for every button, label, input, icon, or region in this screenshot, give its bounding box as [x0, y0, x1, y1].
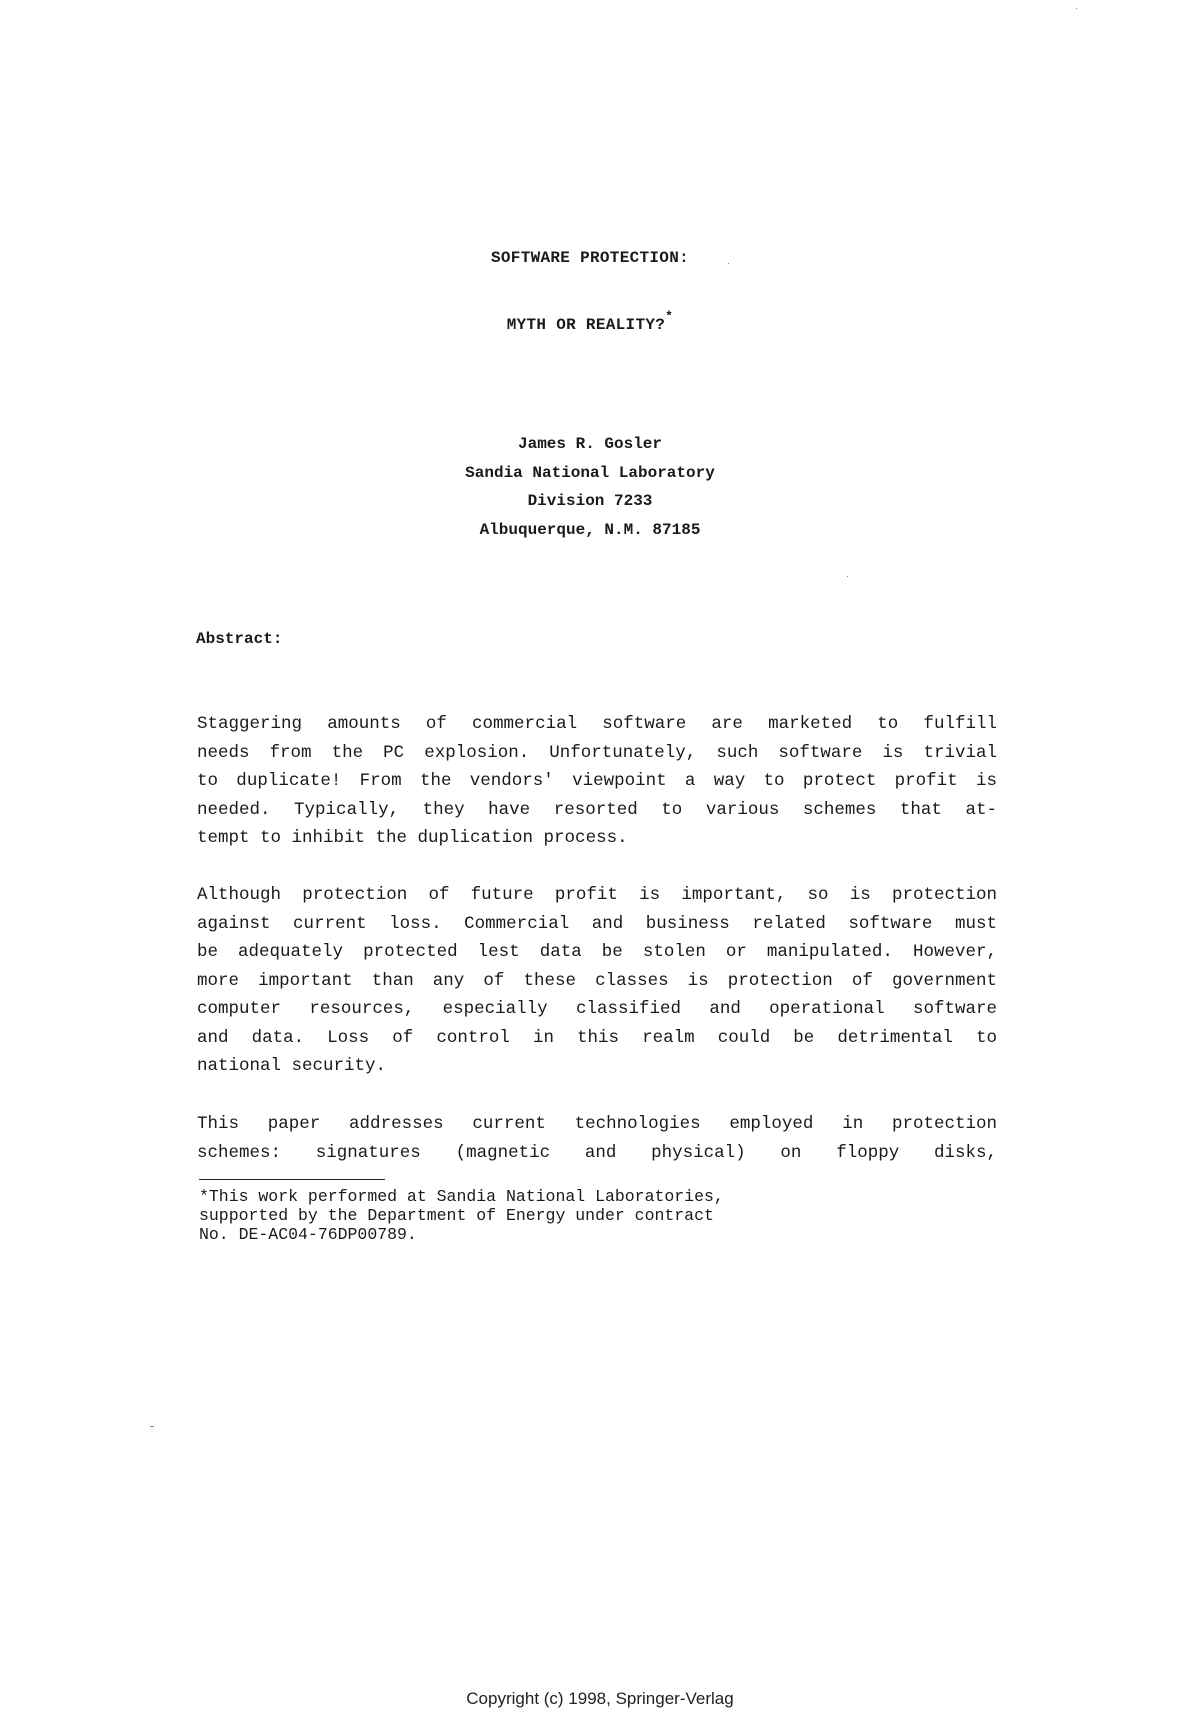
paragraph-line: tempt to inhibit the duplication process.	[197, 828, 628, 848]
footnote-divider	[199, 1179, 385, 1180]
paper-title-line-1: SOFTWARE PROTECTION:	[490, 249, 690, 267]
paper-title-line-2	[0, 309, 1180, 334]
paragraph-line: and data. Loss of control in this realm could be detrimental to	[197, 1027, 997, 1048]
paragraph-line: schemes: signatures (magnetic and physical) on floppy disks,	[197, 1142, 997, 1163]
paragraph-line: needs from the PC explosion. Unfortunately, such software is trivial	[197, 742, 997, 763]
abstract-paragraph-1	[197, 710, 997, 853]
paragraph-line: computer resources, especially classified and operational software	[197, 999, 997, 1019]
paragraph-line: be adequately protected lest data be stolen or manipulated. However,	[197, 942, 997, 962]
paragraph-line: needed. Typically, they have resorted to various schemes that at-	[197, 799, 997, 820]
paragraph-line: to duplicate! From the vendors' viewpoint a way to protect profit is	[197, 771, 997, 791]
scan-speck	[1076, 8, 1077, 9]
scan-speck	[847, 576, 848, 577]
paragraph-line: against current loss. Commercial and business related software must	[197, 913, 997, 934]
paragraph-line: more important than any of these classes is protection of government	[197, 970, 997, 991]
footnote-line: supported by the Department of Energy under contract	[199, 1206, 714, 1225]
copyright-notice: Copyright (c) 1998, Springer-Verlag	[466, 1689, 734, 1708]
scan-speck	[150, 1426, 154, 1427]
paper-title-text: MYTH OR REALITY?	[506, 316, 666, 334]
abstract-heading: Abstract:	[196, 630, 283, 648]
footnote-line: No. DE-AC04-76DP00789.	[199, 1225, 417, 1244]
abstract-paragraph-2	[197, 881, 997, 1081]
author-name: James R. Gosler	[517, 435, 663, 453]
author-division: Division 7233	[527, 492, 653, 510]
author-affiliation: Sandia National Laboratory	[465, 463, 715, 482]
footnote	[199, 1187, 724, 1244]
scan-speck	[728, 263, 729, 264]
author-block	[0, 430, 1180, 544]
footnote-line: *This work performed at Sandia National Laboratories,	[199, 1187, 724, 1206]
paragraph-line: This paper addresses current technologies employed in protection	[197, 1114, 997, 1134]
paragraph-line: Although protection of future profit is important, so is protection	[197, 885, 997, 905]
footnote-marker: *	[665, 309, 674, 324]
paragraph-line: Staggering amounts of commercial software are marketed to fulfill	[197, 714, 997, 734]
abstract-paragraph-3	[197, 1110, 997, 1167]
paragraph-line: national security.	[197, 1056, 387, 1076]
author-address: Albuquerque, N.M. 87185	[479, 520, 701, 539]
